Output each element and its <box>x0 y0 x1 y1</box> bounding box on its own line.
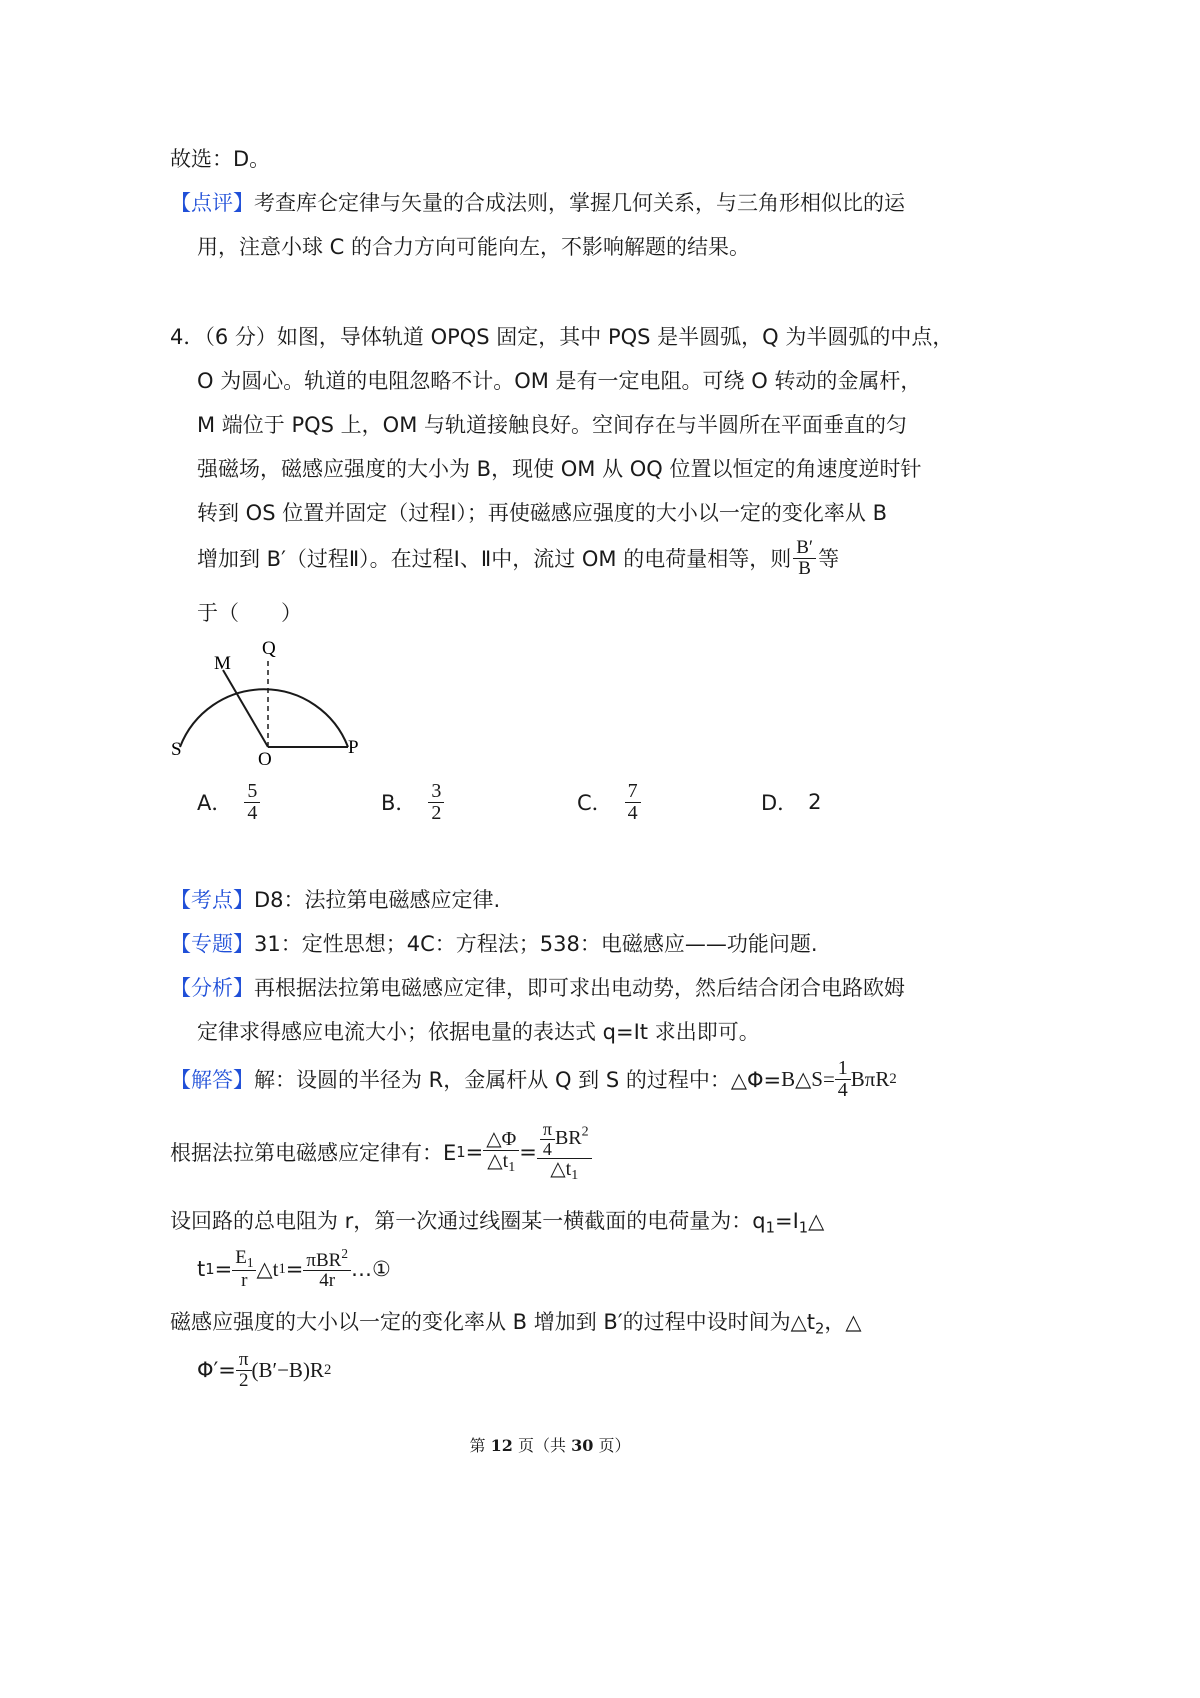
option-c[interactable] <box>577 776 641 828</box>
t1-mid: △t <box>256 1256 279 1281</box>
question-line-5: 转到 OS 位置并固定（过程Ⅰ）；再使磁感应强度的大小以一定的变化率从 B <box>197 501 887 525</box>
t1-num: $E_1$ <box>232 1248 256 1271</box>
question-line-7: 于（ ） <box>197 601 302 625</box>
e1-text: 根据法拉第电磁感应定律有：E <box>170 1141 457 1165</box>
ratio-fraction <box>793 538 816 579</box>
fenxi-tag: 【分析】 <box>170 976 254 1000</box>
fenxi-line-2: 定律求得感应电流大小；依据电量的表达式 q=It 求出即可。 <box>197 1020 760 1044</box>
option-a-label: A． <box>197 791 233 815</box>
option-d-label: D． <box>761 791 799 815</box>
comment-text-1: 考查库仑定律与矢量的合成法则，掌握几何关系，与三角形相似比的运 <box>254 191 905 215</box>
page-number: 12 <box>490 1436 513 1455</box>
fenxi-line-1 <box>170 972 905 1002</box>
b-change-text: 磁感应强度的大小以一定的变化率从 B 增加到 B′的过程中设时间为△t <box>170 1310 815 1334</box>
option-b[interactable] <box>381 776 444 828</box>
label-m: M <box>214 653 231 674</box>
page-footer: 第 12 页（共 30 页） <box>469 1436 631 1455</box>
label-o: O <box>258 749 272 770</box>
phi-den: 2 <box>238 1369 249 1391</box>
question-line-2: O 为圆心。轨道的电阻忽略不计。OM 是有一定电阻。可绕 O 转动的金属杆， <box>197 369 922 393</box>
zhuanti-text: 31：定性思想；4C：方程法；538：电磁感应——功能问题. <box>254 932 818 956</box>
t1-text: t <box>197 1257 206 1281</box>
option-b-num: 3 <box>428 781 444 803</box>
phi-line: Φ′= $\frac{\pi}{2}$ (B′−B)R 2 <box>197 1348 332 1391</box>
answer-line: 故选：D。 <box>170 147 271 171</box>
zhuanti-line <box>170 928 818 958</box>
kaodian-tag: 【考点】 <box>170 888 254 912</box>
t1-end: …① <box>351 1257 391 1281</box>
t1-frac2-num: πBR$^2$ <box>303 1247 351 1272</box>
option-b-label: B． <box>381 791 417 815</box>
q1-line: 设回路的总电阻为 r，第一次通过线圈某一横截面的电荷量为：$q_1=I_1\triangle$ <box>170 1209 825 1237</box>
ratio-num: B′ <box>793 538 816 559</box>
e1-line: 根据法拉第电磁感应定律有：E 1 = $\frac{\triangle\Phi}{\triangle t_1}$ = $\frac{\pi}{4}$ $BR^2$ $\triangle t_1$ <box>170 1112 592 1192</box>
b-change-end: ，△ <box>824 1310 862 1334</box>
label-q: Q <box>262 638 276 659</box>
jieda-line-1: 【解答】 解：设圆的半径为 R，金属杆从 Q 到 S 的过程中：△Φ= B△S= $\frac{1}{4}$ BπR 2 <box>170 1056 897 1101</box>
kaodian-text: D8：法拉第电磁感应定律. <box>254 888 501 912</box>
quarter-fraction <box>835 1058 851 1101</box>
ratio-den: B <box>798 557 811 579</box>
option-a-den: 4 <box>247 801 258 824</box>
comment-tag: 【点评】 <box>170 191 254 215</box>
b-change-line: 磁感应强度的大小以一定的变化率从 B 增加到 B′的过程中设时间为$\triangle t_2$，△ <box>170 1310 862 1338</box>
label-p: P <box>348 737 359 758</box>
question-line-6 <box>197 528 839 588</box>
zhuanti-tag: 【专题】 <box>170 932 254 956</box>
option-c-label: C． <box>577 791 613 815</box>
comment-line-1 <box>170 187 905 217</box>
phi-rest: (B′−B)R <box>251 1357 324 1382</box>
option-c-den: 4 <box>627 801 638 824</box>
e1-eq: = <box>465 1140 484 1164</box>
option-d[interactable] <box>761 776 822 828</box>
t1-den: r <box>241 1269 248 1291</box>
t1-fraction <box>232 1248 256 1291</box>
option-a[interactable] <box>197 776 260 828</box>
semicircle-diagram <box>160 635 380 770</box>
e1-num: △Φ <box>483 1129 519 1151</box>
fenxi-text-1: 再根据法拉第电磁感应定律，即可求出电动势，然后结合闭合电路欧姆 <box>254 976 905 1000</box>
option-a-num: 5 <box>244 781 260 803</box>
option-c-num: 7 <box>625 781 641 803</box>
quarter-num: 1 <box>835 1058 851 1080</box>
jieda-text-1: 解：设圆的半径为 R，金属杆从 Q 到 S 的过程中：△Φ= <box>254 1068 782 1092</box>
q1-mid: =I <box>775 1209 799 1233</box>
jieda-math-b: BπR <box>850 1066 890 1091</box>
jieda-tag: 【解答】 <box>170 1068 254 1092</box>
question-line-1: 4．（6 分）如图，导体轨道 OPQS 固定，其中 PQS 是半圆弧，Q 为半圆弧的中点， <box>170 325 954 349</box>
kaodian-line <box>170 884 500 914</box>
question-line-3: M 端位于 PQS 上，OM 与轨道接触良好。空间存在与半圆所在平面垂直的匀 <box>197 413 907 437</box>
phi-fraction <box>236 1350 252 1391</box>
e1-big-den: $\triangle t_1$ <box>550 1158 579 1184</box>
question-line-4: 强磁场，磁感应强度的大小为 B，现使 OM 从 OQ 位置以恒定的角速度逆时针 <box>197 457 922 481</box>
t1-line: t 1 = $\frac{E_1}{r}$ △t 1 = $\frac{\pi BR^2}{4r}$ …① <box>197 1245 391 1292</box>
t1-frac2-den: 4r <box>319 1270 336 1292</box>
rod-om <box>223 670 268 747</box>
option-a-fraction <box>244 781 260 824</box>
e1-fraction <box>483 1129 519 1176</box>
e1-big-num: $\frac{\pi}{4}$ $BR^2$ <box>537 1120 592 1160</box>
comment-line-2: 用，注意小球 C 的合力方向可能向左，不影响解题的结果。 <box>197 235 751 259</box>
e1-big-fraction <box>537 1120 592 1185</box>
t1-fraction-2 <box>303 1247 351 1292</box>
question-line-6-text: 增加到 B′（过程Ⅱ）。在过程Ⅰ、Ⅱ中，流过 OM 的电荷量相等，则 <box>197 547 792 571</box>
option-d-value: 2 <box>808 790 822 814</box>
page-total: 30 <box>571 1436 594 1455</box>
phi-text: Φ′= <box>197 1358 236 1382</box>
q1-end: △ <box>808 1209 825 1233</box>
quarter-den: 4 <box>837 1078 848 1101</box>
option-b-den: 2 <box>431 801 442 824</box>
phi-num: π <box>236 1350 252 1371</box>
q1-text: 设回路的总电阻为 r，第一次通过线圈某一横截面的电荷量为：q <box>170 1209 766 1233</box>
option-b-fraction <box>428 781 444 824</box>
label-s: S <box>171 739 182 760</box>
jieda-math-a: B△S= <box>781 1066 835 1091</box>
option-c-fraction <box>625 781 641 824</box>
question-line-6-end: 等 <box>818 547 840 571</box>
e1-den: $\triangle t_1$ <box>487 1149 516 1175</box>
